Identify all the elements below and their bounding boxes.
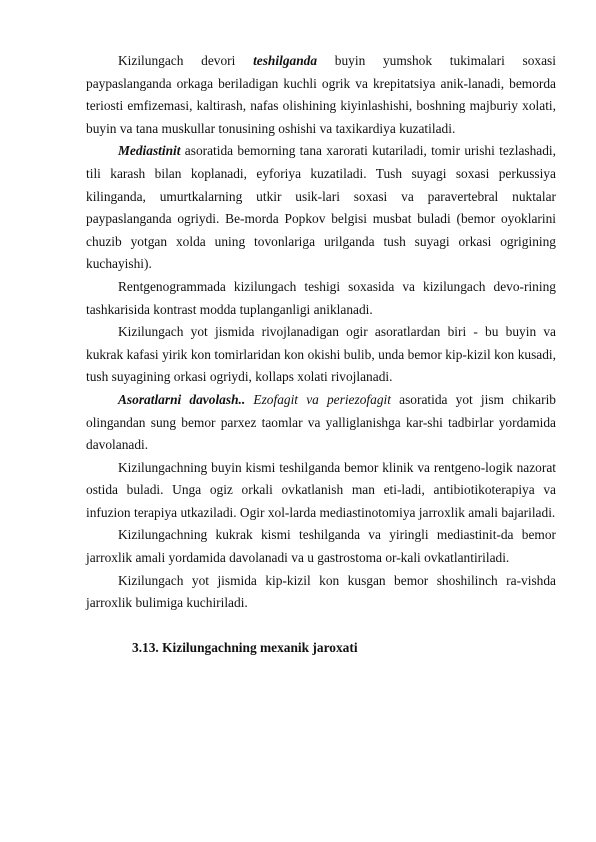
document-page <box>86 50 556 659</box>
paragraph-mediastinitis <box>86 140 556 276</box>
text-segment: asoratida bemorning tana xarorati kutariladi, tomir urishi tezlashadi, tili karash bilan koplanadi, eyforiya kuzatiladi. Tush suyagi soxasi perkussiya kilinganda, umurtkalarning utkir usik-lari soxasi va paravertebral nuktalar paypaslanganda ogriydi. Be-morda Popkov belgisi musbat buladi (bemor oyoklarini chuzib yotgan xolda uning tovonlariga urilganda tush suyagi orkasi ogrigining kuchayishi). <box>86 143 556 272</box>
text-segment: Kizilungach yot jismida rivojlanadigan ogir asoratlardan biri - bu buyin va kukrak kafasi yirik kon tomirlaridan kon okishi bulib, unda bemor kip-kizil kon kusadi, tush suyagining orkasi ogriydi, kollaps xolati rivojlanadi. <box>86 324 556 385</box>
text-segment: Kizilungach devori <box>118 53 254 68</box>
text-segment: asoratida yot jism chikarib olingandan sung bemor parxez taomlar va yalliglanishga kar-shi tadbirlar yordamida davolanadi. <box>86 391 556 453</box>
paragraph-thoracic-treatment <box>86 524 556 569</box>
emphasis-term: teshilganda <box>253 53 318 68</box>
text-segment: buyin yumshok tukimalari soxasi paypaslanganda orkaga beriladigan kuchli ogrik va krepitatsiya anik-lanadi, bemorda teriosti emfizemasi, kaltirash, nafas olishining kiyinlashishi, boshning majburiy xolati, buyin va tana muskullar tonusining oshishi va taxikardiya kuzatiladi. <box>86 53 556 136</box>
paragraph-bleeding <box>86 321 556 389</box>
section-heading: 3.13. Kizilungachning mexanik jaroxati <box>132 639 358 655</box>
paragraph-radiography <box>86 276 556 321</box>
paragraph-emergency-transfer <box>86 570 556 615</box>
emphasis-term: Asoratlarni davolash.. <box>118 391 246 407</box>
text-segment: Kizilungachning buyin kismi teshilganda bemor klinik va rentgeno-logik nazorat ostida buladi. Unga ogiz orkali ovkatlanish man eti-ladi, antibiotikoterapiya va infuzion terapiya utkaziladi. Ogir xol-larda mediastinotomiya jarroxlik amali bajariladi. <box>86 459 556 520</box>
paragraph-perforation-symptoms <box>86 50 556 140</box>
italic-term: Ezofagit va periezofagit <box>253 391 391 407</box>
emphasis-term: Mediastinit <box>118 143 181 159</box>
paragraph-cervical-treatment <box>86 457 556 525</box>
text-segment: Kizilungach yot jismida kip-kizil kon kusgan bemor shoshilinch ra-vishda jarroxlik bulimiga kuchiriladi. <box>86 572 556 611</box>
text-segment: Rentgenogrammada kizilungach teshigi soxasida va kizilungach devo-rining tashkarisida kontrast modda tuplanganligi aniklanadi. <box>86 278 556 317</box>
paragraph-treatment <box>86 389 556 457</box>
text-segment: Kizilungachning kukrak kismi teshilganda va yiringli mediastinit-da bemor jarroxlik amali yordamida davolanadi va u gastrostoma or-kali ovkatlantiriladi. <box>86 527 556 566</box>
